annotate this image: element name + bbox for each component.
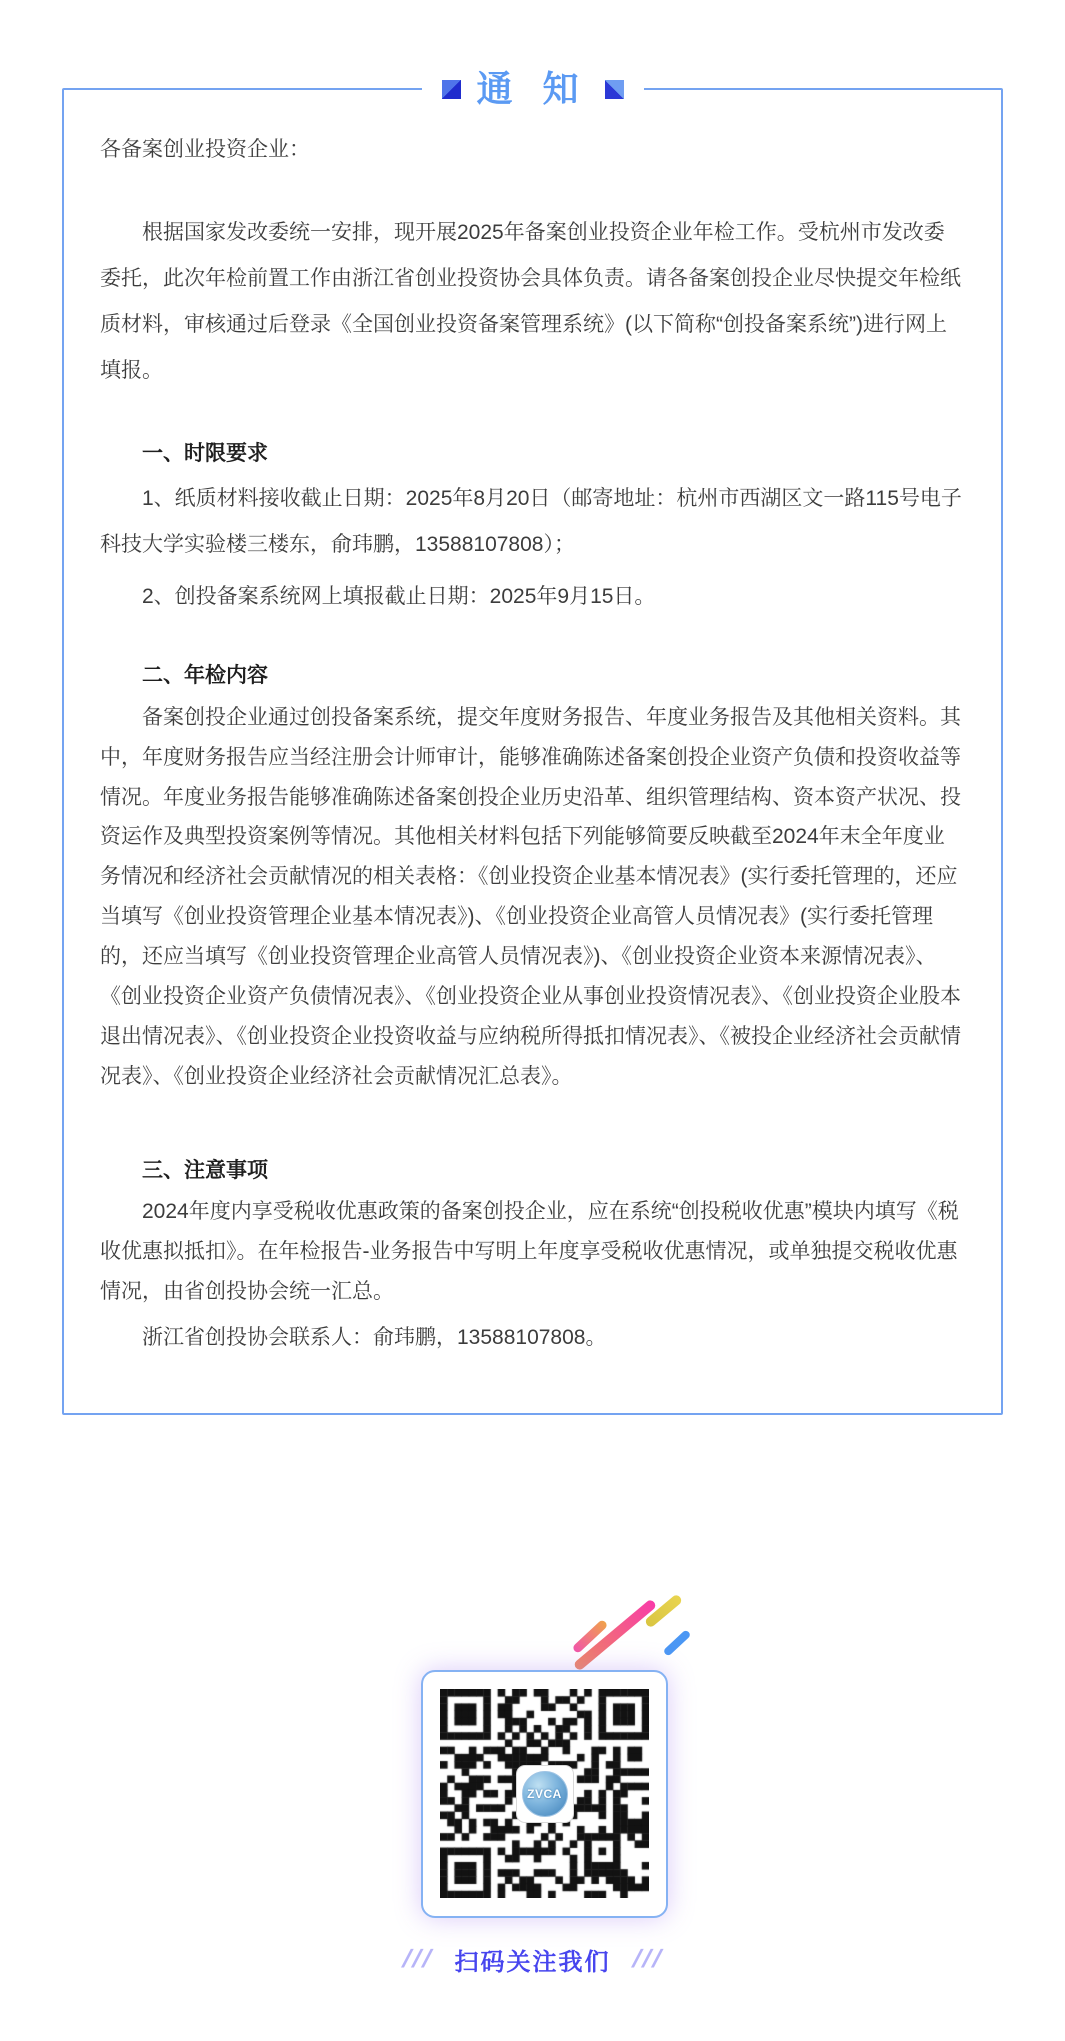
- salutation: 各备案创业投资企业：: [100, 138, 310, 161]
- section-1-paragraph: 2、创投备案系统网上填报截止日期：2025年9月15日。: [142, 585, 656, 609]
- section-3-paragraph: 2024年度内享受税收优惠政策的备案创投企业，应在系统“创投税收优惠”模块内填写《税收优惠拟抵扣》。在年检报告-业务报告中写明上年度享受税收优惠情况，或单独提交税收优惠情况，由省创投协会统一汇总。: [100, 1200, 959, 1303]
- page-title: 通 知: [476, 68, 589, 109]
- footer-slash-right-icon: ///: [630, 1945, 665, 1973]
- section-1-paragraph: 1、纸质材料接收截止日期：2025年8月20日（邮寄地址：杭州市西湖区文一路115号电子科技大学实验楼三楼东，俞玮鹏，13588107808）；: [100, 486, 962, 556]
- section-3-heading: 三、注意事项: [142, 1158, 268, 1182]
- section-1-heading: 一、时限要求: [142, 442, 268, 466]
- deco-slash-blue-icon: [663, 1629, 692, 1657]
- intro-paragraph: 根据国家发改委统一安排，现开展2025年备案创业投资企业年检工作。受杭州市发改委委托，此次年检前置工作由浙江省创业投资协会具体负责。请各备案创投企业尽快提交年检纸质材料，审核通过后登录《全国创业投资备案管理系统》(以下简称“创投备案系统”)进行网上填报。: [100, 220, 961, 383]
- follow-us-label: 扫码关注我们: [454, 1949, 611, 1976]
- zvca-logo: [516, 1765, 574, 1823]
- title-marker-left-icon: [441, 80, 460, 99]
- section-2-heading: 二、年检内容: [142, 664, 268, 688]
- notice-title-plate: [421, 64, 643, 114]
- footer-slash-left-icon: ///: [400, 1945, 435, 1973]
- qr-section: [421, 1670, 668, 1918]
- qr-card: [421, 1670, 668, 1918]
- section-2-paragraph: 备案创投企业通过创投备案系统，提交年度财务报告、年度业务报告及其他相关资料。其中，年度财务报告应当经注册会计师审计，能够准确陈述备案创投企业资产负债和投资收益等情况。年度业务报告能够准确陈述备案创投企业历史沿革、组织管理结构、资本资产状况、投资运作及典型投资案例等情况。其他相关材料包括下列能够简要反映截至2024年末全年度业务情况和经济社会贡献情况的相关表格：《创业投资企业基本情况表》(实行委托管理的，还应当填写《创业投资管理企业基本情况表》)、《创业投资企业高管人员情况表》(实行委托管理的，还应当填写《创业投资管理企业高管人员情况表》)、《创业投资企业资本来源情况表》、《创业投资企业资产负债情况表》、《创业投资企业从事创业投资情况表》、《创业投资企业股本退出情况表》、《创业投资企业投资收益与应纳税所得抵扣情况表》、《被投企业经济社会贡献情况表》、《创业投资企业经济社会贡献情况汇总表》。: [100, 705, 961, 1088]
- section-3-contact: 浙江省创投协会联系人：俞玮鹏，13588107808。: [142, 1325, 607, 1349]
- title-marker-right-icon: [605, 80, 624, 99]
- zvca-globe-icon: [522, 1771, 568, 1817]
- footer-follow: [0, 1942, 1065, 1977]
- zvca-logo-text: ZVCA: [527, 1787, 562, 1801]
- notice-box: [62, 68, 1003, 1415]
